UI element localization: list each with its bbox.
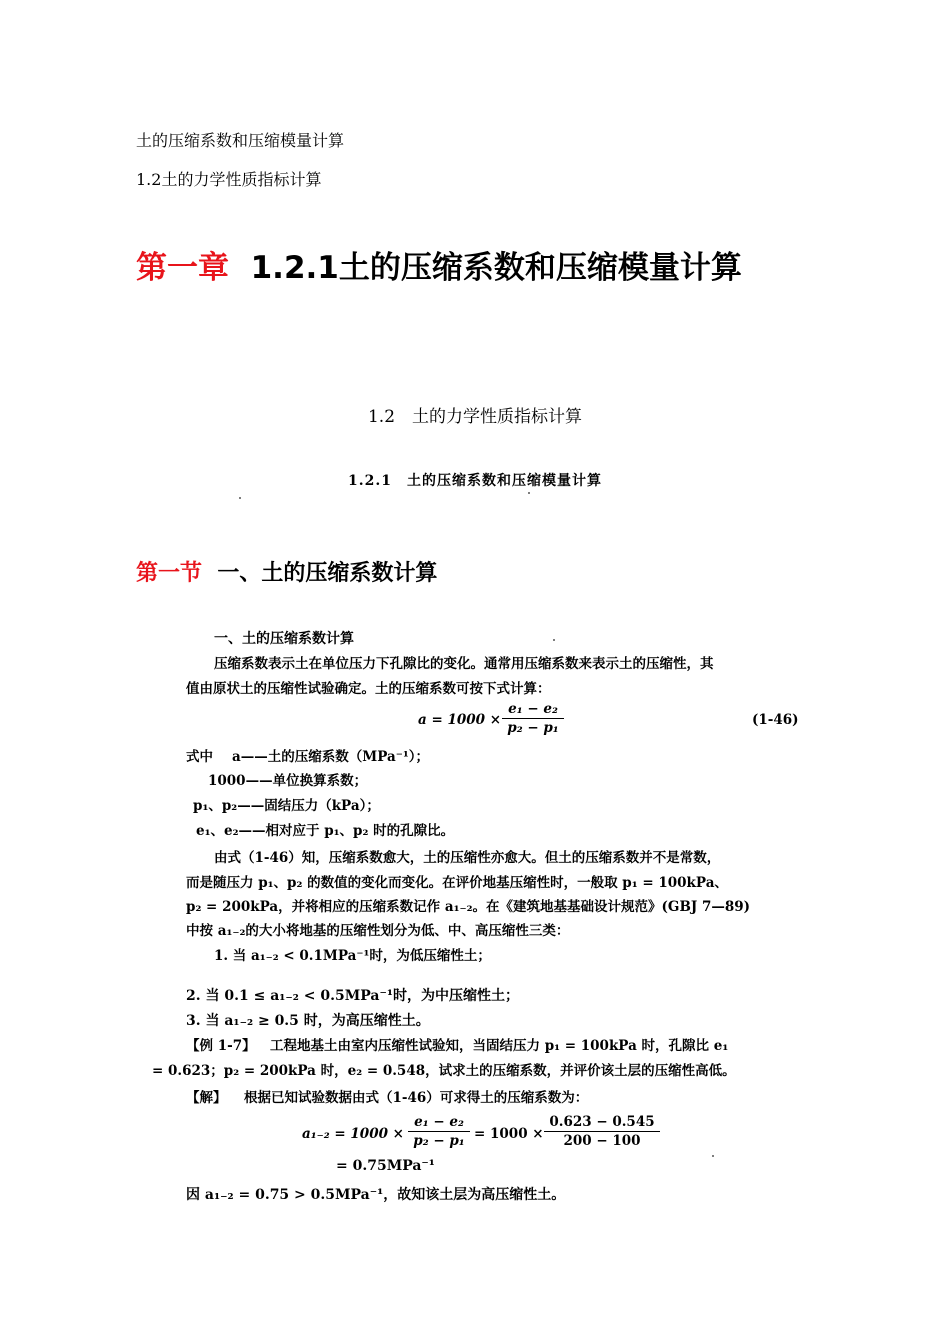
def-a: a——土的压缩系数（MPa⁻¹）；	[232, 749, 430, 765]
calc-numerator-1: e₁ − e₂	[408, 1114, 470, 1132]
calc-lhs: a₁₋₂ = 1000 ×	[302, 1126, 404, 1142]
calc-fraction-2	[544, 1114, 660, 1149]
example-tag: 【例 1-7】	[186, 1038, 256, 1054]
document-subtitle: 1.2土的力学性质指标计算	[136, 170, 322, 189]
scan-speck	[528, 492, 530, 494]
calc-result: = 0.75MPa⁻¹	[336, 1158, 435, 1174]
formula-numerator: e₁ − e₂	[502, 701, 564, 719]
scan-speck	[712, 1155, 714, 1157]
formula-lhs: a = 1000 ×	[418, 712, 502, 728]
scan-speck	[553, 639, 555, 641]
para2-line1: 由式（1-46）知，压缩系数愈大，土的压缩性亦愈大。但土的压缩系数并不是常数，	[214, 850, 721, 866]
scan-heading-2: 1.2.1 土的压缩系数和压缩模量计算	[348, 473, 602, 489]
scan-speck	[239, 497, 241, 499]
para2-line3: p₂ = 200kPa，并将相应的压缩系数记作 a₁₋₂。在《建筑地基基础设计规范》(GBJ 7—89)	[186, 899, 751, 915]
def-intro: 式中	[186, 749, 213, 765]
chapter-heading	[136, 242, 742, 287]
para2-line2: 而是随压力 p₁、p₂ 的数值的变化而变化。在评价地基压缩性时，一般取 p₁ = 100kPa、	[186, 875, 728, 891]
calc-denominator-2: 200 − 100	[563, 1133, 641, 1149]
example-line1: 工程地基土由室内压缩性试验知，当固结压力 p₁ = 100kPa 时，孔隙比 e₁	[270, 1038, 729, 1054]
conclusion: 因 a₁₋₂ = 0.75 > 0.5MPa⁻¹，故知该土层为高压缩性土。	[186, 1187, 566, 1203]
scan-heading-1: 1.2 土的力学性质指标计算	[367, 407, 583, 427]
solution-text: 根据已知试验数据由式（1-46）可求得土的压缩系数为：	[244, 1090, 589, 1106]
chapter-title: 1.2.1土的压缩系数和压缩模量计算	[250, 250, 742, 286]
class-1: 1. 当 a₁₋₂ < 0.1MPa⁻¹时，为低压缩性土；	[214, 948, 491, 964]
example-line2: = 0.623；p₂ = 200kPa 时，e₂ = 0.548，试求土的压缩系数，并评价该土层的压缩性高低。	[152, 1063, 736, 1079]
formula-fraction	[502, 701, 564, 736]
section-heading	[136, 556, 437, 587]
section-prefix: 第一节	[136, 561, 203, 586]
formula-number: (1-46)	[752, 712, 799, 728]
solution-tag: 【解】	[186, 1090, 227, 1106]
document-title: 土的压缩系数和压缩模量计算	[136, 131, 345, 150]
para2-line4: 中按 a₁₋₂的大小将地基的压缩性划分为低、中、高压缩性三类：	[186, 923, 570, 939]
def-p: p₁、p₂——固结压力（kPa）；	[193, 798, 380, 814]
class-3: 3. 当 a₁₋₂ ≥ 0.5 时，为高压缩性土。	[186, 1013, 430, 1029]
def-1000: 1000——单位换算系数；	[208, 773, 368, 789]
para1-line1: 压缩系数表示土在单位压力下孔隙比的变化。通常用压缩系数来表示土的压缩性，其	[214, 656, 714, 672]
chapter-prefix: 第一章	[136, 250, 229, 286]
para1-line2: 值由原状土的压缩性试验确定。土的压缩系数可按下式计算：	[186, 681, 551, 697]
scan-subheading: 一、土的压缩系数计算	[214, 631, 354, 647]
calc-denominator-1: p₂ − p₁	[413, 1133, 465, 1149]
formula-denominator: p₂ − p₁	[507, 720, 559, 736]
calc-fraction-1	[408, 1114, 470, 1149]
calc-numerator-2: 0.623 − 0.545	[544, 1114, 660, 1132]
class-2: 2. 当 0.1 ≤ a₁₋₂ < 0.5MPa⁻¹时，为中压缩性土；	[186, 988, 519, 1004]
calc-mid: = 1000 ×	[474, 1126, 544, 1142]
def-e: e₁、e₂——相对应于 p₁、p₂ 时的孔隙比。	[196, 823, 455, 839]
section-title: 一、土的压缩系数计算	[217, 561, 438, 586]
